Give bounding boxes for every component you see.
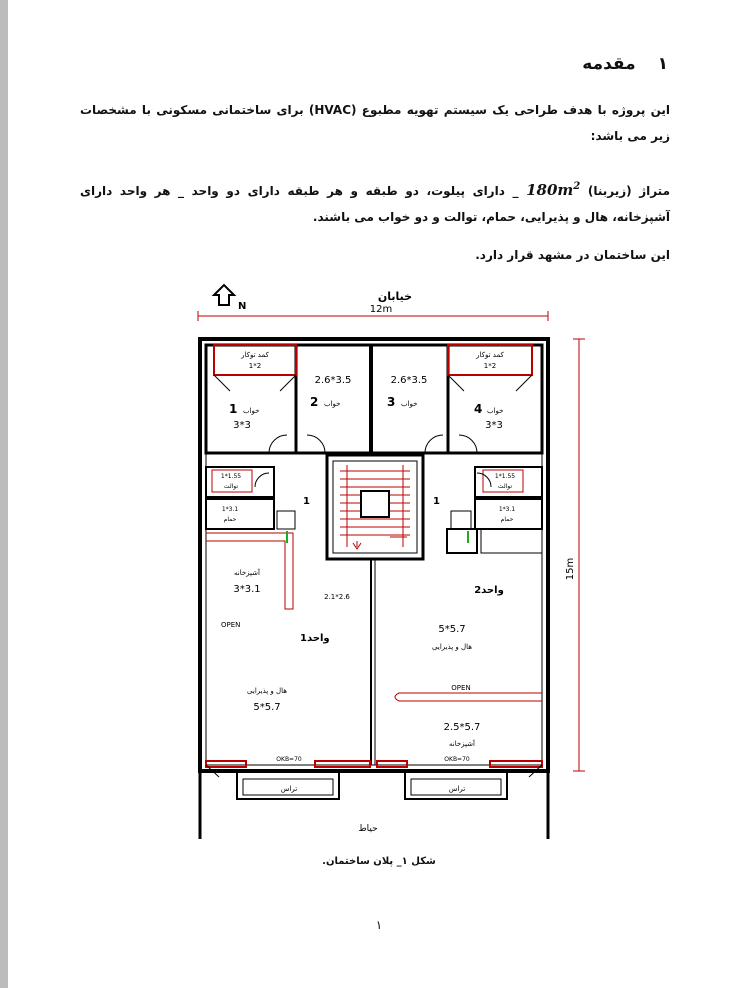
figure-caption: شکل ۱_ پلان ساختمان. <box>322 856 436 867</box>
bath-right-label: حمام <box>500 516 514 523</box>
street-label: خیابان <box>377 290 413 303</box>
area-number: 180m <box>526 181 574 199</box>
front-windows <box>206 761 542 799</box>
door-1-left: 1 <box>303 496 310 507</box>
unit-1-label: واحد1 <box>300 633 330 644</box>
bath-right-dim: 1*3.1 <box>498 506 516 513</box>
bedroom-2-dim: 2.6*3.5 <box>314 375 352 386</box>
document-page <box>8 0 750 988</box>
bath-left-dim: 1*3.1 <box>221 506 239 513</box>
wc-right-dim: 1*1.55 <box>494 473 516 480</box>
kitchen-left-dim: 3*3.1 <box>233 584 261 595</box>
height-dim-label: 15m <box>565 557 576 581</box>
bedroom-4-number: 4 <box>474 402 483 416</box>
hall-right-dim: 5*5.7 <box>438 624 466 635</box>
width-dimension <box>198 304 548 321</box>
section-heading <box>582 54 668 74</box>
bedroom-2-label: خواب <box>324 400 341 408</box>
closet-2-dim: 1*2 <box>483 362 497 370</box>
area-value <box>526 181 580 199</box>
wc-right-label: توالت <box>497 483 513 490</box>
north-arrow-icon <box>214 285 246 312</box>
bedroom-3-dim: 2.6*3.5 <box>390 375 428 386</box>
balcony-right-label: تراس <box>448 785 466 793</box>
open-label-left: OPEN <box>221 621 241 629</box>
wc-left-label: توالت <box>223 483 239 490</box>
open-label-right: OPEN <box>451 684 471 692</box>
kitchen-counter-right <box>395 693 542 701</box>
specs-text: _ دارای پیلوت، دو طبقه و هر طبقه دارای دو واحد _ هر واحد دارای آشپزخانه، هال و پذیرایی، حمام، توالت و دو خواب می باشند. <box>80 184 670 224</box>
hall-left-dim: 5*5.7 <box>253 702 281 713</box>
kitchen-right-label: آشپزخانه <box>449 740 475 748</box>
section-number: ۱ <box>657 54 668 74</box>
balcony-left-label: تراس <box>280 785 298 793</box>
kitchen-right-dim: 2.5*5.7 <box>443 722 481 733</box>
unit-2-label: واحد2 <box>474 585 504 596</box>
bedroom-1-dim: 3*3 <box>233 420 251 431</box>
bedroom-2-number: 2 <box>310 395 319 409</box>
width-dim-label: 12m <box>369 304 393 315</box>
okb-right: OKB=70 <box>444 756 470 763</box>
stair-core <box>327 345 423 765</box>
stair-landing-dim: 2.1*2.6 <box>324 593 350 601</box>
closet-2-label: کمد توکار <box>476 351 504 359</box>
building-floor-plan <box>185 279 605 839</box>
paragraph-specs <box>80 174 670 230</box>
closet-1-dim: 1*2 <box>248 362 262 370</box>
hall-left-label: هال و پذیرایی <box>247 687 287 695</box>
left-unit-bedrooms <box>206 345 371 453</box>
bedroom-3-number: 3 <box>387 395 396 409</box>
paragraph-intro: این پروژه با هدف طراحی یک سیستم تهویه مطبوع (HVAC) برای ساختمانی مسکونی با مشخصات زیر می باشد: <box>80 103 671 143</box>
okb-left: OKB=70 <box>276 756 302 763</box>
wc-left-dim: 1*1.55 <box>220 473 242 480</box>
bedroom-1-label: خواب <box>243 407 260 415</box>
paragraph-location: این ساختمان در مشهد قرار دارد. <box>475 248 670 262</box>
closet-1-label: کمد توکار <box>241 351 269 359</box>
north-label: N <box>238 301 247 312</box>
page-number: ۱ <box>375 918 383 932</box>
hall-right-label: هال و پذیرایی <box>432 643 472 651</box>
bedroom-1-number: 1 <box>229 402 238 416</box>
kitchen-left-label: آشپزخانه <box>234 569 260 577</box>
right-unit-bedrooms <box>371 345 542 453</box>
area-exponent: 2 <box>573 181 581 192</box>
bedroom-4-dim: 3*3 <box>485 420 503 431</box>
bedroom-3-label: خواب <box>401 400 418 408</box>
specs-prefix: متراژ (زیربنا) <box>587 184 671 198</box>
courtyard-label: حیاط <box>358 824 378 834</box>
room-labels <box>221 351 515 793</box>
bath-left-label: حمام <box>223 516 237 523</box>
height-dimension <box>565 339 585 771</box>
door-1-right: 1 <box>433 496 440 507</box>
section-title: مقدمه <box>582 54 636 74</box>
bedroom-4-label: خواب <box>487 407 504 415</box>
